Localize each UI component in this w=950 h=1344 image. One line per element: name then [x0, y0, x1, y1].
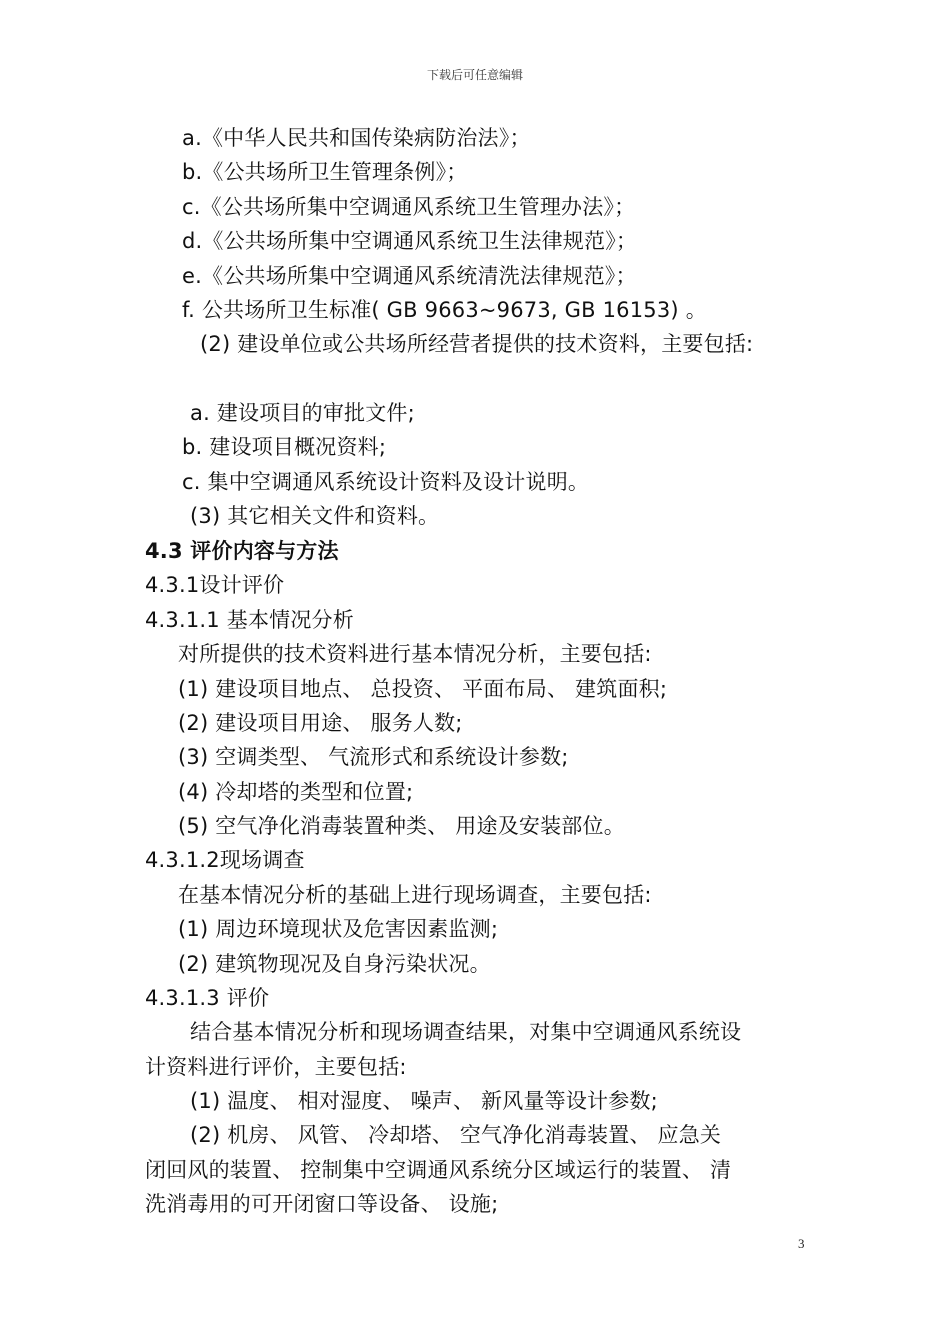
tech-item-c: c. 集中空调通风系统设计资料及设计说明。 — [182, 470, 590, 494]
basic-analysis-item-3: (3) 空调类型、 气流形式和系统设计参数; — [178, 745, 569, 769]
evaluation-intro-line-2: 计资料进行评价，主要包括: — [145, 1055, 407, 1079]
tech-item-b: b. 建设项目概况资料; — [182, 435, 387, 459]
section-heading-4-3-1-3: 4.3.1.3 评价 — [145, 986, 270, 1010]
evaluation-item-2-line-3: 洗消毒用的可开闭窗口等设备、 设施; — [145, 1192, 499, 1216]
site-survey-item-1: (1) 周边环境现状及危害因素监测; — [178, 917, 499, 941]
law-item-c: c.《公共场所集中空调通风系统卫生管理办法》； — [182, 195, 636, 219]
law-item-a: a.《中华人民共和国传染病防治法》； — [182, 126, 531, 150]
law-item-e: e.《公共场所集中空调通风系统清洗法律规范》； — [182, 264, 637, 288]
page-number: 3 — [798, 1236, 805, 1251]
tech-item-a: a. 建设项目的审批文件; — [190, 401, 415, 425]
section-heading-4-3-1: 4.3.1设计评价 — [145, 573, 285, 597]
other-materials: (3) 其它相关文件和资料。 — [190, 504, 440, 528]
basic-analysis-item-4: (4) 冷却塔的类型和位置; — [178, 780, 414, 804]
law-item-d: d.《公共场所集中空调通风系统卫生法律规范》； — [182, 229, 638, 253]
evaluation-item-1: (1) 温度、 相对湿度、 噪声、 新风量等设计参数; — [190, 1089, 658, 1113]
basic-analysis-item-2: (2) 建设项目用途、 服务人数; — [178, 711, 463, 735]
basic-analysis-item-1: (1) 建设项目地点、 总投资、 平面布局、 建筑面积; — [178, 677, 668, 701]
law-item-f: f. 公共场所卫生标准( GB 9663~9673, GB 16153) 。 — [182, 298, 707, 322]
evaluation-item-2-line-2: 闭回风的装置、 控制集中空调通风系统分区域运行的装置、 清 — [145, 1158, 732, 1182]
page-header: 下载后可任意编辑 — [426, 68, 523, 82]
basic-analysis-item-5: (5) 空气净化消毒装置种类、 用途及安装部位。 — [178, 814, 625, 838]
tech-materials-heading: (2) 建设单位或公共场所经营者提供的技术资料，主要包括: — [200, 332, 754, 356]
evaluation-intro-line-1: 结合基本情况分析和现场调查结果，对集中空调通风系统设 — [190, 1020, 742, 1044]
law-item-b: b.《公共场所卫生管理条例》； — [182, 160, 468, 184]
site-survey-item-2: (2) 建筑物现况及自身污染状况。 — [178, 952, 491, 976]
site-survey-intro: 在基本情况分析的基础上进行现场调查，主要包括: — [178, 883, 652, 907]
section-heading-4-3-1-2: 4.3.1.2现场调查 — [145, 848, 305, 872]
basic-analysis-intro: 对所提供的技术资料进行基本情况分析，主要包括: — [178, 642, 652, 666]
section-heading-4-3: 4.3 评价内容与方法 — [145, 539, 339, 563]
evaluation-item-2-line-1: (2) 机房、 风管、 冷却塔、 空气净化消毒装置、 应急关 — [190, 1123, 722, 1147]
section-heading-4-3-1-1: 4.3.1.1 基本情况分析 — [145, 608, 354, 632]
